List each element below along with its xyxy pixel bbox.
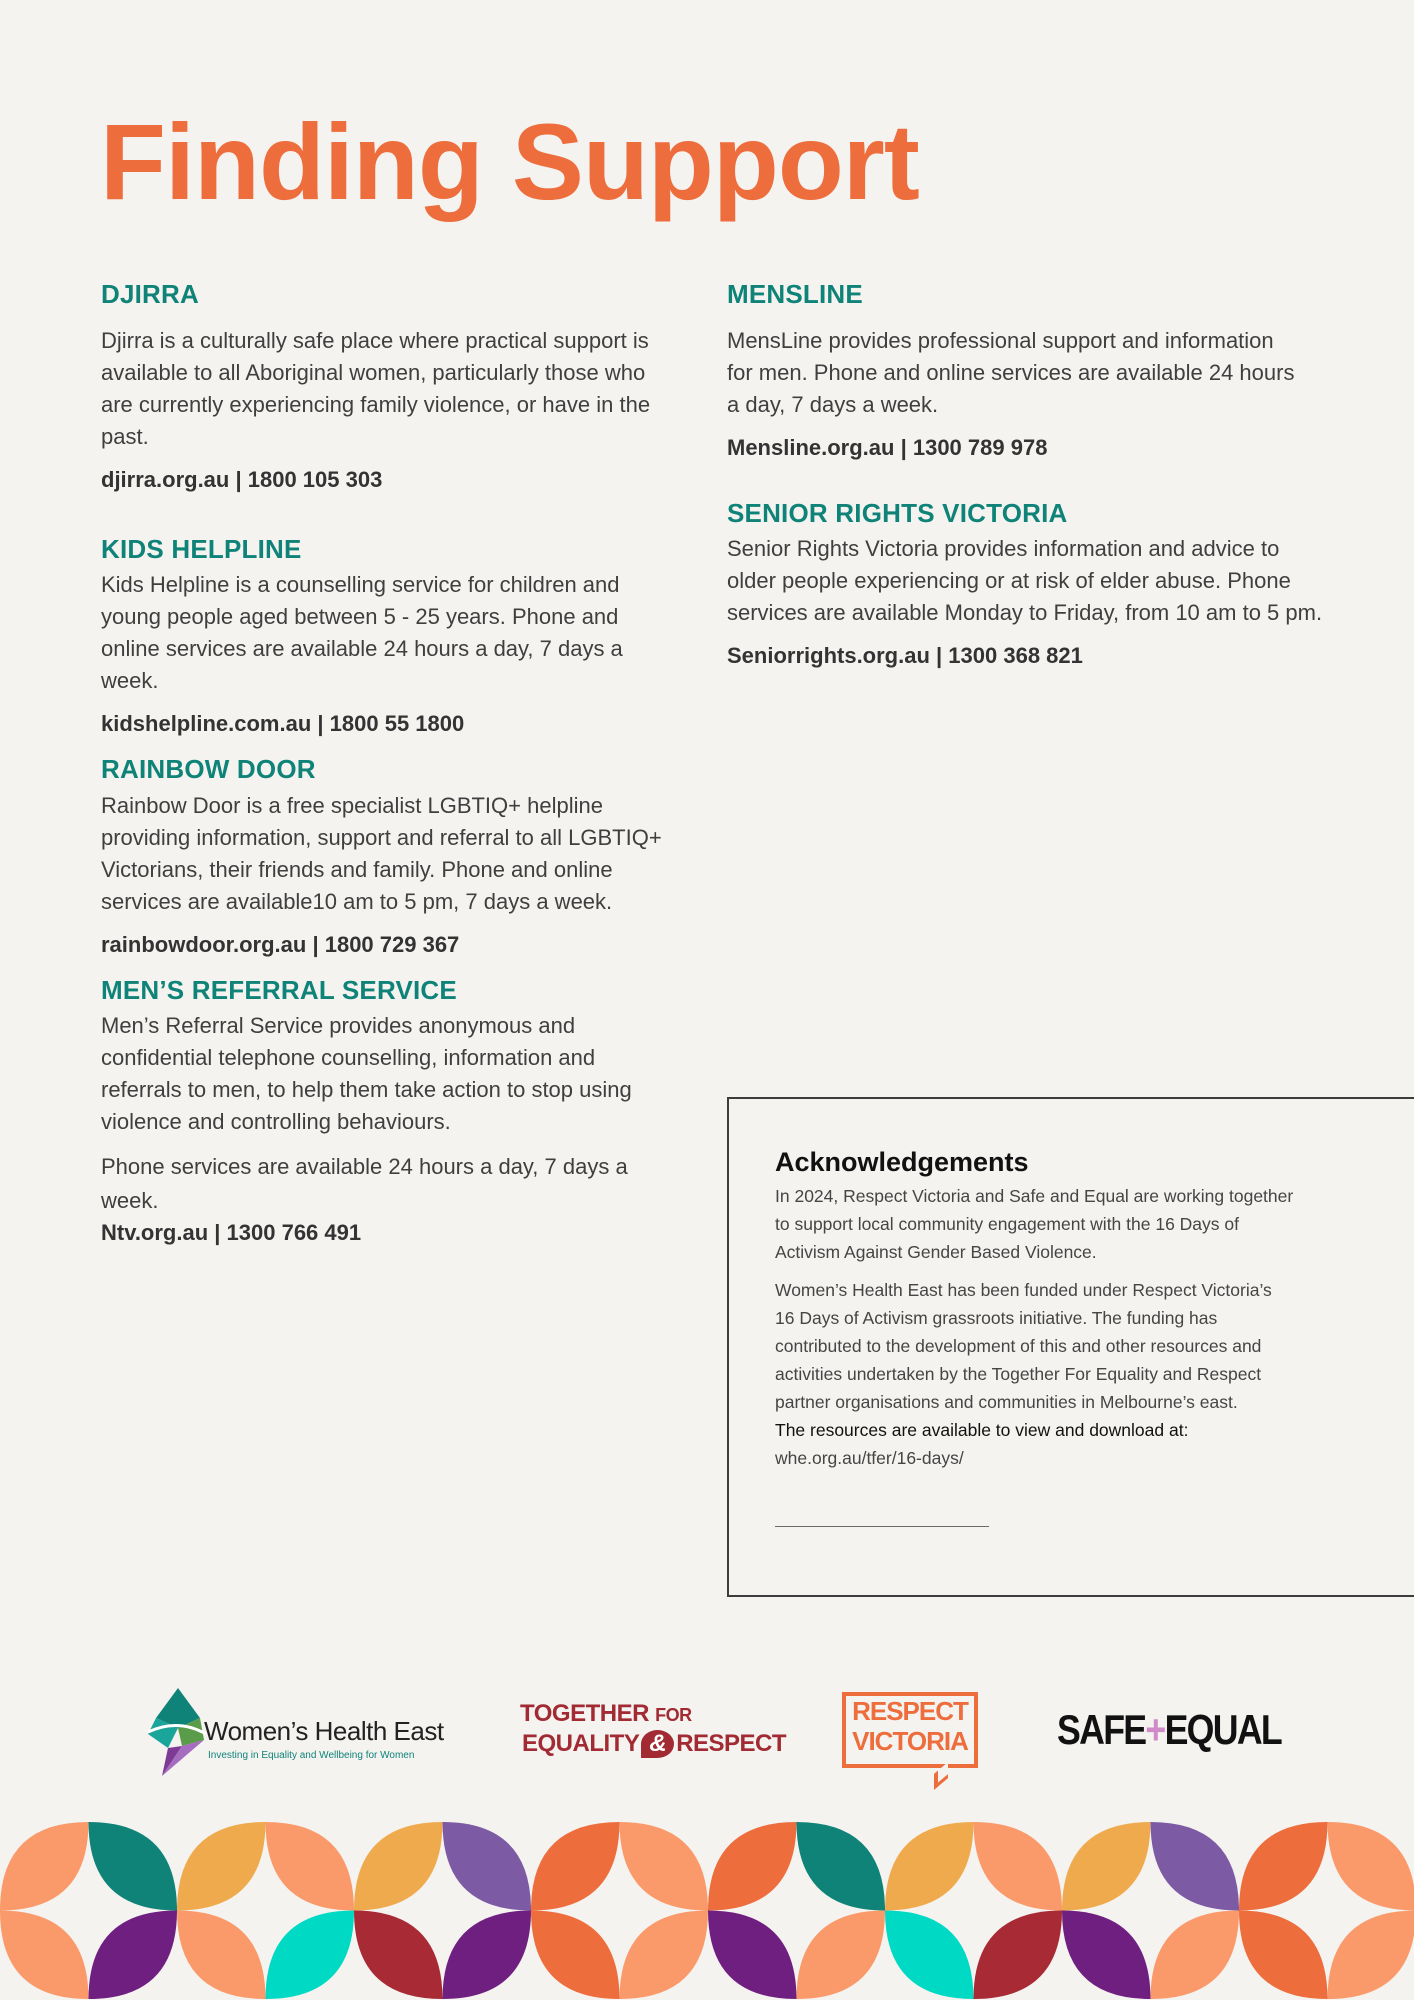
together-for-equality-respect-logo	[520, 1700, 787, 1770]
acknowledgements-title: Acknowledgements	[775, 1147, 1029, 1177]
respect-victoria-logo	[842, 1692, 978, 1768]
acknowledgements-url[interactable]: whe.org.au/tfer/16-days/	[775, 1448, 964, 1468]
petal-shape	[1328, 1822, 1414, 1911]
petal-shape	[974, 1911, 1063, 2000]
org-description-hours: Phone services are available 24 hours a day, 7 days a week.	[101, 1154, 628, 1214]
whe-tagline: Investing in Equality and Wellbeing for Women	[208, 1750, 415, 1761]
petal-shape	[354, 1822, 443, 1911]
org-description: Men’s Referral Service provides anonymous and confidential telephone counselling, information and referrals to men, to help them take action to stop using violence and controlling behaviours.	[101, 1013, 632, 1135]
org-kids-helpline	[101, 535, 681, 740]
org-title: MENSLINE	[727, 279, 863, 309]
petal-shape	[0, 1822, 89, 1911]
petal-shape	[1239, 1822, 1328, 1911]
petal-shape	[266, 1822, 355, 1911]
rv-text: RESPECT	[852, 1696, 968, 1726]
left-column	[101, 280, 681, 1248]
plus-icon: +	[1145, 1706, 1165, 1753]
speech-tail-icon	[934, 1762, 948, 1790]
org-senior-rights-victoria	[727, 499, 1327, 672]
org-description: Djirra is a culturally safe place where practical support is available to all Aboriginal women, particularly those who are currently experiencing family violence, or have in the past.	[101, 327, 651, 449]
org-contact: djirra.org.au | 1800 105 303	[101, 466, 383, 492]
petal-shape	[177, 1911, 266, 2000]
petal-shape	[797, 1911, 886, 2000]
ampersand-leaf-icon: &	[641, 1730, 674, 1758]
org-mens-referral-service	[101, 976, 681, 1249]
petal-shape	[1328, 1911, 1414, 2000]
petal-shape	[89, 1911, 178, 2000]
whe-name: Women’s Health East	[204, 1716, 444, 1746]
org-contact: Mensline.org.au | 1300 789 978	[727, 434, 1048, 460]
org-description: Rainbow Door is a free specialist LGBTIQ+ helpline providing information, support and referral to all LGBTIQ+ Victorians, their friends and family. Phone and online services are available10 am to 5 pm, 7 days a week.	[101, 792, 662, 914]
petal-shape	[354, 1911, 443, 2000]
womens-health-east-logo	[148, 1688, 448, 1780]
org-description: Senior Rights Victoria provides information and advice to older people experiencing or at risk of elder abuse. Phone services are available Monday to Friday, from 10 am to 5 pm.	[727, 536, 1323, 626]
org-contact: kidshelpline.com.au | 1800 55 1800	[101, 711, 465, 737]
right-column	[727, 280, 1327, 671]
org-description: Kids Helpline is a counselling service for children and young people aged between 5 - 25 years. Phone and online services are available 24 hours a day, 7 days a week.	[101, 572, 623, 694]
petal-shape	[443, 1822, 532, 1911]
tfer-text: FOR	[655, 1705, 692, 1725]
tfer-text: EQUALITY	[522, 1730, 640, 1757]
se-text: SAFE	[1057, 1706, 1146, 1753]
petal-shape	[531, 1822, 620, 1911]
partner-logos	[0, 1680, 1414, 1790]
petal-shape	[443, 1911, 532, 2000]
org-contact: Seniorrights.org.au | 1300 368 821	[727, 643, 1083, 669]
tfer-text: RESPECT	[676, 1730, 787, 1757]
petal-shape	[708, 1822, 797, 1911]
petal-shape	[974, 1822, 1063, 1911]
org-title: DJIRRA	[101, 279, 199, 309]
org-description: MensLine provides professional support and information for men. Phone and online services are available 24 hours a day, 7 days a week.	[727, 327, 1295, 417]
petal-shape	[1239, 1911, 1328, 2000]
org-mensline	[727, 280, 1327, 463]
safe-and-equal-logo	[1057, 1706, 1282, 1756]
org-title: RAINBOW DOOR	[101, 754, 316, 785]
org-title: KIDS HELPLINE	[101, 533, 302, 564]
petal-shape	[620, 1822, 709, 1911]
divider-line	[775, 1526, 989, 1527]
petal-shape	[1151, 1822, 1240, 1911]
petal-shape	[797, 1822, 886, 1911]
se-text: EQUAL	[1164, 1706, 1282, 1753]
org-title: SENIOR RIGHTS VICTORIA	[727, 497, 1068, 528]
petal-shape	[1062, 1822, 1151, 1911]
whe-mark-icon	[148, 1688, 208, 1776]
petal-shape	[1062, 1911, 1151, 2000]
petal-shape	[531, 1911, 620, 2000]
org-contact: rainbowdoor.org.au | 1800 729 367	[101, 931, 460, 957]
petal-shape	[620, 1911, 709, 2000]
petal-shape	[89, 1822, 178, 1911]
acknowledgements-download-note: The resources are available to view and download at:	[775, 1420, 1189, 1440]
decorative-petal-pattern	[0, 1822, 1414, 2000]
petal-shape	[708, 1911, 797, 2000]
page-title: Finding Support	[100, 101, 919, 222]
petal-shape	[0, 1911, 89, 2000]
petal-shape	[266, 1911, 355, 2000]
acknowledgements-paragraph: In 2024, Respect Victoria and Safe and Equal are working together to support local community engagement with the 16 Days of Activism Against Gender Based Violence.	[775, 1186, 1294, 1262]
org-contact: Ntv.org.au | 1300 766 491	[101, 1220, 362, 1246]
rv-text: VICTORIA	[852, 1726, 968, 1756]
tfer-text: TOGETHER	[520, 1700, 649, 1727]
org-rainbow-door	[101, 755, 681, 960]
acknowledgements-box	[727, 1097, 1414, 1597]
petal-shape	[1151, 1911, 1240, 2000]
org-title: MEN’S REFERRAL SERVICE	[101, 974, 457, 1005]
acknowledgements-paragraph: Women’s Health East has been funded under Respect Victoria’s 16 Days of Activism grassroots initiative. The funding has contributed to the development of this and other resources and activities undertaken by the Together For Equality and Respect partner organisations and communities in Melbourne’s east.	[775, 1280, 1272, 1412]
org-djirra	[101, 280, 681, 495]
petal-shape	[885, 1911, 974, 2000]
petal-shape	[885, 1822, 974, 1911]
petal-shape	[177, 1822, 266, 1911]
